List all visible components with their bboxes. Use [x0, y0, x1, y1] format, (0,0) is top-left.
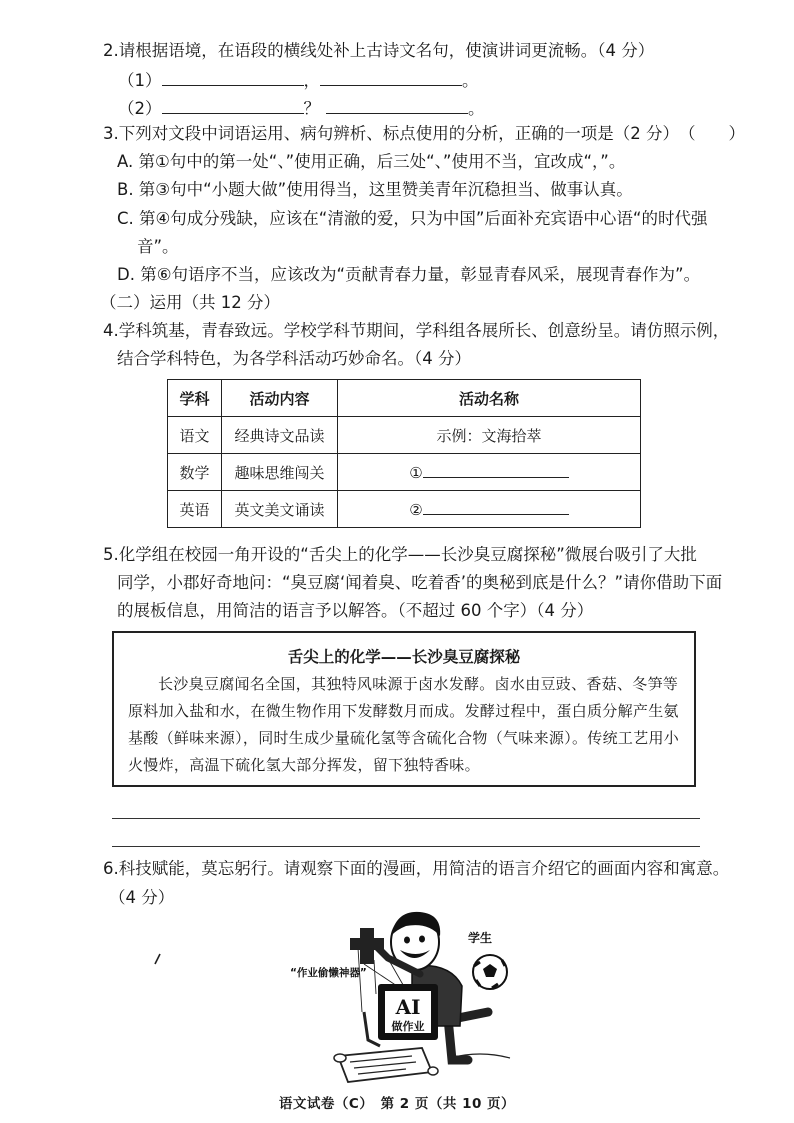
q2-line-1: [118, 69, 479, 92]
exhibit-title: 舌尖上的化学——长沙臭豆腐探秘: [287, 648, 521, 666]
table-row: [168, 491, 641, 528]
q6-stem-line1: 6.科技赋能，莫忘躬行。请观察下面的漫画，用简洁的语言介绍它的画面内容和寓意。: [103, 859, 730, 878]
table-row: [168, 417, 641, 454]
row-name: 示例：文海拾萃: [338, 417, 641, 454]
q5-stem-line1: 5.化学组在校园一角开设的“舌尖上的化学——长沙臭豆腐探秘”微展台吸引了大批: [103, 545, 697, 564]
q3-option-b: B. 第③句中“小题大做”使用得当，这里赞美青年沉稳担当、做事认真。: [117, 180, 633, 199]
table-header-row: [168, 380, 641, 417]
exhibit-text: 长沙臭豆腐闻名全国，其独特风味源于卤水发酵。卤水由豆豉、香菇、冬笋等原料加入盐和水，在微生物作用下发酵数月而成。发酵过程中，蛋白质分解产生氨基酸（鲜味来源），同时生成少量硫化氢等含硫化合物（气味来源）。传统工艺用小火慢炸，高温下硫化氢大部分挥发，留下独特香味。: [128, 675, 680, 774]
header-name: 活动名称: [338, 380, 641, 417]
row-subject: 语文: [168, 417, 222, 454]
section-2-heading: （二）运用（共 12 分）: [100, 293, 280, 312]
subject-activity-table: [167, 379, 641, 528]
q5-stem-line2: 同学，小郡好奇地问：“臭豆腐‘闻着臭、吃着香’的奥秘到底是什么？”请你借助下面: [117, 573, 723, 592]
q3-option-d: D. 第⑥句语序不当，应该改为“贡献青春力量，彰显青春风采，展现青春作为”。: [117, 265, 701, 284]
row-subject: 数学: [168, 454, 222, 491]
paper-scroll-icon: [334, 1048, 438, 1082]
answer-line-1[interactable]: [112, 818, 700, 819]
q2-line-2-end: 。: [468, 99, 485, 118]
puppet-controller-icon: [350, 928, 384, 964]
row-name-cell: [338, 491, 641, 528]
screen-text-homework: 做作业: [391, 1020, 425, 1033]
row-content: 英文美文诵读: [222, 491, 338, 528]
q2-blank-1b[interactable]: [320, 69, 462, 86]
q6-stem-line2: （4 分）: [109, 888, 175, 907]
ai-screen: [378, 984, 438, 1040]
q3-option-c-line2: 音”。: [137, 237, 179, 256]
answer-blank-1[interactable]: [423, 463, 569, 478]
q2-blank-1a[interactable]: [162, 69, 304, 86]
q2-line-2: [118, 97, 485, 120]
q3-option-c-line1: C. 第④句成分残缺，应该在“清澈的爱，只为中国”后面补充宾语中心语“的时代强: [117, 209, 708, 228]
q3-option-a: A. 第①句中的第一处“、”使用正确，后三处“、”使用不当，宜改成“，”。: [117, 152, 626, 171]
page-footer: 语文试卷（C） 第 2 页（共 10 页）: [278, 1096, 516, 1112]
q4-stem-line2: 结合学科特色，为各学科活动巧妙命名。（4 分）: [117, 349, 471, 368]
q2-line-2-label: （2）: [118, 99, 162, 118]
header-content: 活动内容: [222, 380, 338, 417]
answer-blank-2[interactable]: [423, 500, 569, 515]
row-name-marker: ②: [409, 500, 423, 519]
q2-line-1-end: 。: [462, 71, 479, 90]
row-name-cell: [338, 454, 641, 491]
row-subject: 英语: [168, 491, 222, 528]
screen-text-ai: AI: [395, 995, 421, 1019]
soccer-ball-icon: [473, 955, 507, 989]
header-subject: 学科: [168, 380, 222, 417]
q2-line-2-sep: ？: [303, 99, 320, 118]
q2-blank-2b[interactable]: [326, 97, 468, 114]
q2-line-1-label: （1）: [118, 71, 162, 90]
row-name-marker: ①: [409, 463, 423, 482]
ai-homework-cartoon: [150, 908, 520, 1086]
label-lazy-tool: “作业偷懒神器”: [290, 967, 367, 979]
q4-stem-line1: 4.学科筑基，青春致远。学校学科节期间，学科组各展所长、创意纷呈。请仿照示例，: [103, 321, 730, 340]
table-row: [168, 454, 641, 491]
q2-stem: 2.请根据语境，在语段的横线处补上古诗文名句，使演讲词更流畅。（4 分）: [103, 41, 655, 60]
puppet-hand: [364, 1012, 380, 1046]
q5-stem-line3: 的展板信息，用简洁的语言予以解答。（不超过 60 个字）（4 分）: [117, 601, 594, 620]
answer-line-2[interactable]: [112, 846, 700, 847]
q2-blank-2a[interactable]: [162, 97, 304, 114]
row-content: 趣味思维闯关: [222, 454, 338, 491]
row-content: 经典诗文品读: [222, 417, 338, 454]
pen-mark: [155, 954, 160, 964]
exhibit-board: [112, 631, 696, 787]
q3-stem: 3.下列对文段中词语运用、病句辨析、标点使用的分析，正确的一项是（2 分） （ ）: [103, 124, 745, 143]
label-student: 学生: [468, 931, 493, 945]
q2-line-1-sep: ，: [303, 71, 320, 90]
